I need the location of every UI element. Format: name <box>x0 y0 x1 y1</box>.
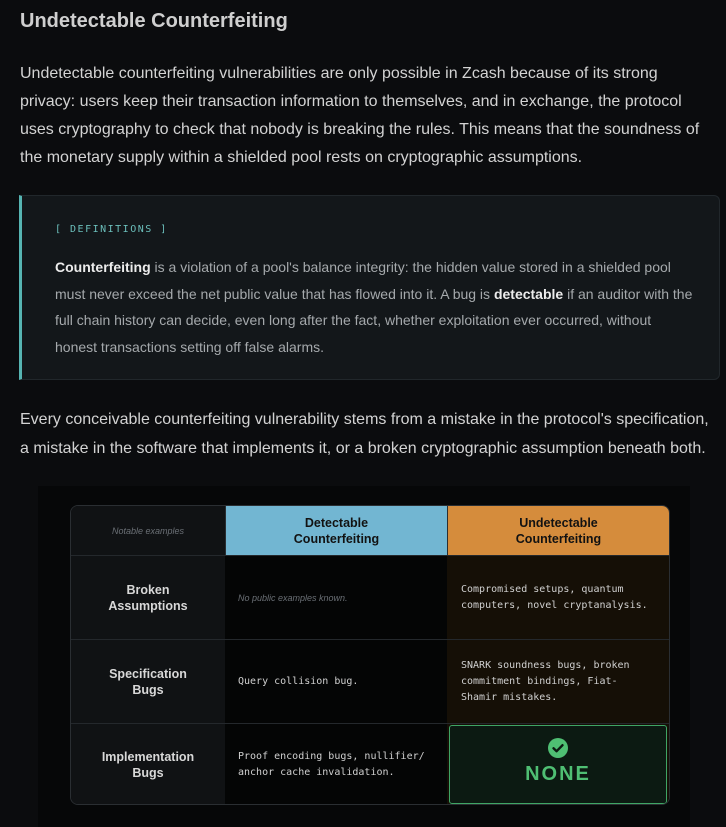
check-circle-icon <box>548 738 568 758</box>
detectable-example: Query collision bug. <box>238 676 359 687</box>
corner-cell <box>71 506 225 555</box>
row-label: Specification Bugs <box>109 667 187 697</box>
undetectable-example: Compromised setups, quantum computers, novel cryptanalysis. <box>461 584 648 611</box>
undetectable-header-label: Undetectable Counterfeiting <box>515 515 602 546</box>
row-label-cell <box>71 640 225 724</box>
row-label-cell <box>71 724 225 805</box>
detectable-header-label: Detectable Counterfeiting <box>293 515 380 546</box>
definitions-callout <box>19 195 720 380</box>
matrix-header-row <box>71 506 669 555</box>
row-label: Implementation Bugs <box>101 750 195 780</box>
undetectable-cell <box>447 556 669 640</box>
detectable-cell <box>225 556 447 640</box>
none-label: NONE <box>525 763 591 785</box>
term-counterfeiting: Counterfeiting <box>55 259 151 275</box>
detectable-example: Proof encoding bugs, nullifier/ anchor cache invalidation. <box>238 751 425 778</box>
intro-paragraph: Undetectable counterfeiting vulnerabilities are only possible in Zcash because of its strong privacy: users keep their transaction information to themselves, and in exchange, the protocol uses cryptography to check that nobody is breaking the rules. This means that the soundness of the monetary supply within a shielded pool rests on cryptographic assumptions. <box>20 65 700 166</box>
definition-text-1: is a violation of a pool's balance integrity: the hidden value stored in a shielded pool must never exceed the net public value that has flowed into it. A bug is <box>55 259 671 302</box>
undetectable-cell <box>447 640 669 724</box>
matrix-row-broken-assumptions <box>71 555 669 640</box>
term-detectable: detectable <box>493 285 564 302</box>
row-label: Broken Assumptions <box>108 583 188 613</box>
undetectable-example: SNARK soundness bugs, broken commitment bindings, Fiat-Shamir mistakes. <box>461 660 630 703</box>
definitions-body <box>55 254 695 360</box>
row-label-cell <box>71 556 225 640</box>
undetectable-header <box>447 506 669 555</box>
detectable-example: No public examples known. <box>238 593 348 603</box>
counterfeiting-matrix <box>70 505 670 805</box>
section-heading: Undetectable Counterfeiting <box>20 10 288 32</box>
summary-paragraph: Every conceivable counterfeiting vulnerability stems from a mistake in the protocol's specification, a mistake in the software that implements it, or a broken cryptographic assumption beneath both. <box>20 411 709 457</box>
corner-label: Notable examples <box>111 525 185 536</box>
matrix-row-specification-bugs <box>71 639 669 724</box>
none-highlight-cell <box>449 725 667 804</box>
definitions-label: [ DEFINITIONS ] <box>55 224 168 235</box>
detectable-cell <box>225 724 447 805</box>
detectable-header <box>225 506 447 555</box>
definition-text-2: if an auditor with the full chain history can decide, even long after the fact, whether exploitation ever occurred, without honest transactions setting off false alarms. <box>55 285 693 355</box>
detectable-cell <box>225 640 447 724</box>
